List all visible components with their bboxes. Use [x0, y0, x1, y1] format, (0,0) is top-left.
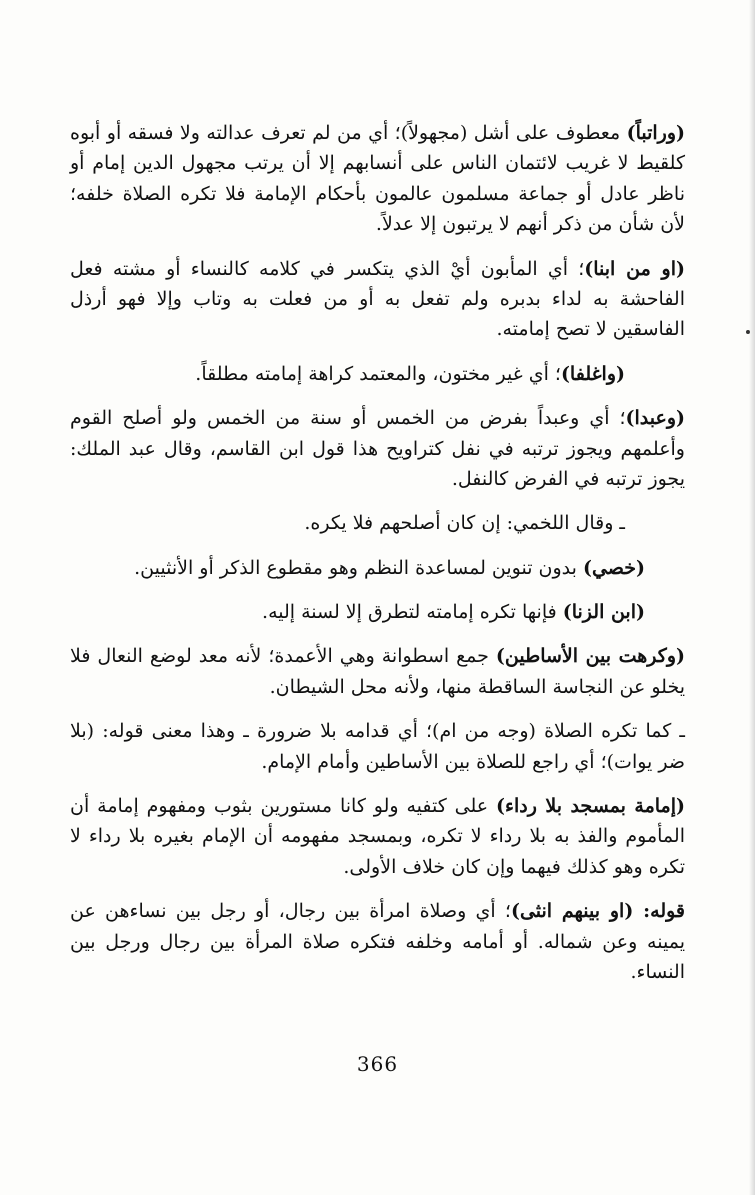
commentary-wajh-man-amm: ـ كما تكره الصلاة (وجه من ام)؛ أي قدامه بلا ضرورة ـ وهذا معنى قوله: (بلا ضر يوات)؛ أي راجع للصلاة بين الأساطين وأمام الإمام. — [70, 720, 685, 773]
commentary-lakhmi: ـ وقال اللخمي: إن كان أصلحهم فلا يكره. — [304, 512, 625, 535]
page-edge-shadow — [749, 0, 755, 1195]
commentary-khasi: بدون تنوين لمساعدة النظم وهو مقطوع الذكر أو الأنثيين. — [134, 556, 583, 579]
commentary-ratiban: معطوف على أشل (مجهولاً)؛ أي من لم تعرف عدالته ولا فسقه أو أبوه كلقيط لا غريب لائتمان الناس على أنسابهم إلا أن يرتب مجهول الدين إمام أو ناظر عادل أو جماعة مسلمون عالمون بأحكام الإمامة فلا تكره الصلاة خلفه؛ لأن شأن من ذكر أنهم لا يرتبون إلا عدلاً. — [70, 122, 685, 236]
commentary-asatin: جمع اسطوانة وهي الأعمدة؛ لأنه معد لوضع النعال فلا يخلو عن النجاسة الساقطة منها، ولأنه محل الشيطان. — [70, 645, 685, 698]
paragraph-khasi — [70, 553, 685, 583]
lemma-ratiban: (وراتباً) — [626, 122, 685, 144]
paragraph-abd — [70, 403, 685, 494]
paragraph-man-ubina — [70, 254, 685, 345]
lemma-aghlaf: (واغلفا) — [560, 362, 625, 385]
commentary-imama-rida: على كتفيه ولو كانا مستورين بثوب ومفهوم إمامة أن المأموم والفذ به بلا رداء لا تكره، وبمسجد مفهومه أن الإمام بغيره بلا رداء لا تكره وهو كذلك فيهما وإن كان خلاف الأولى. — [70, 795, 685, 878]
paragraph-baynahum-untha — [70, 896, 685, 987]
paragraph-asatin — [70, 641, 685, 702]
paragraph-ibn-zina — [70, 597, 685, 627]
commentary-abd: ؛ أي وعبداً بفرض من الخمس أو سنة من الخمس ولو أصلح القوم وأعلمهم ويجوز ترتبه في نفل كتراويح هذا قول ابن القاسم، وقال عبد الملك: يجوز ترتبه في الفرض كالنفل. — [70, 407, 685, 490]
lemma-asatin: (وكرهت بين الأساطين) — [495, 645, 686, 668]
paragraph-wajh-man-amm — [70, 716, 685, 777]
paragraph-aghlaf — [70, 359, 685, 389]
paragraph-ratiban — [70, 118, 685, 240]
page-number: 366 — [356, 1052, 399, 1076]
lemma-ibn-zina: (ابن الزنا) — [562, 601, 645, 624]
commentary-baynahum-untha: ؛ أي وصلاة امرأة بين رجال، أو رجل بين نساءهن عن يمينه وعن شماله. أو أمامه وخلفه فتكره صلاة المرأة بين رجال ورجل بين النساء. — [70, 900, 685, 983]
lemma-khasi: (خصي) — [582, 556, 645, 579]
page-body — [70, 118, 685, 1001]
paragraph-imama-rida — [70, 791, 685, 882]
commentary-man-ubina: ؛ أي المأبون أيْ الذي يتكسر في كلامه كالنساء أو مشته فعل الفاحشة به لداء بدبره ولم تفعل به أو من فعلت به وتاب وإلا فهو أرذل الفاسقين لا تصح إمامته. — [70, 257, 685, 341]
lemma-abd: (وعبدا) — [625, 407, 685, 430]
commentary-aghlaf: ؛ أي غير مختون، والمعتمد كراهة إمامته مطلقاً. — [195, 362, 561, 385]
lemma-baynahum-untha: قوله: (او بينهم انثى) — [510, 900, 686, 923]
paragraph-lakhmi — [70, 508, 685, 538]
lemma-imama-rida: (إمامة بمسجد بلا رداء) — [496, 795, 685, 818]
commentary-ibn-zina: فإنها تكره إمامته لتطرق إلا لسنة إليه. — [262, 601, 563, 624]
lemma-man-ubina: (او من ابنا) — [584, 257, 685, 280]
